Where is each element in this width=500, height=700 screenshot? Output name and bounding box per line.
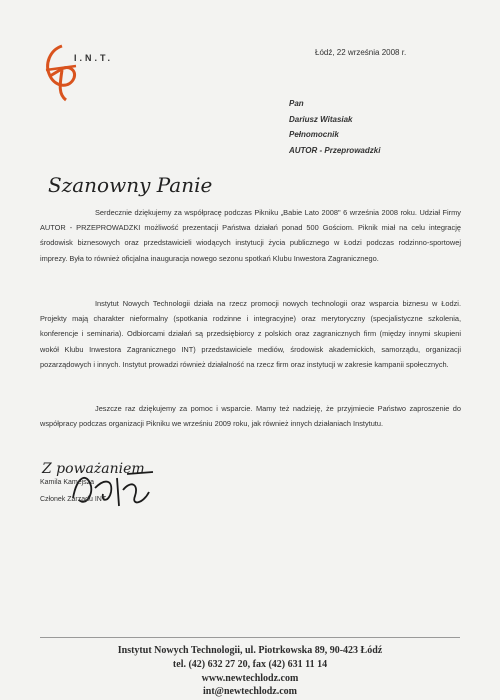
body-paragraph <box>40 205 461 266</box>
signature-icon <box>65 466 165 512</box>
int-logo-icon <box>40 40 120 102</box>
recipient-line: AUTOR - Przeprowadzki <box>289 145 381 155</box>
footer-phone: tel. (42) 632 27 20, fax (42) 631 11 14 <box>172 659 328 670</box>
footer-email: int@newtechlodz.com <box>202 686 297 697</box>
recipient-block <box>289 96 380 158</box>
logo-text: I.N.T. <box>74 53 114 63</box>
footer-address: Instytut Nowych Technologii, ul. Piotrkowska 89, 90-423 Łódź <box>117 645 383 656</box>
paragraph-text: Serdecznie dziękujemy za współpracę podczas Pikniku „Babie Lato 2008" 6 września 2008 roku. Udział Firmy AUTOR - PRZEPROWADZKI możliwość prezentacji Państwa działań ponad 500 Gościom. Piknik miał na celu integrację środowisk biznesowych oraz przedstawicieli wiodących instytucji życia publicznego w Łodzi podczas rodzinno-sportowej imprezy. Była to również oficjalna inauguracja nowego sezonu spotkań Klubu Inwestora Zagranicznego. <box>40 208 461 263</box>
salutation-text: Szanowny Panie <box>48 173 213 197</box>
footer-divider <box>40 637 460 638</box>
recipient-line: Pełnomocnik <box>289 130 339 139</box>
paragraph-text: Instytut Nowych Technologii działa na rzecz promocji nowych technologii oraz wsparcia biznesu w Łodzi. Projekty mają charakter nieformalny (spotkania rodzinne i integracyjne) oraz merytoryczny (specjalistyczne szkolenia, konferencje i seminaria). Odbiorcami działań są przedsiębiorcy z polskich oraz zagranicznych firm (między innymi skupieni wokół Klubu Inwestora Zagranicznego INT) przedstawiciele mediów, środowisk akademickich, samorządu, organizacji pozarządowych i innych. Instytut prowadzi również działalność na rzecz firm oraz instytucji w zakresie kampanii społecznych. <box>40 299 461 369</box>
recipient-line: Pan <box>289 99 304 108</box>
signatory-name: Kamila Kamejsza <box>40 479 95 486</box>
closing-text: Z poważaniem <box>42 461 145 477</box>
signatory-title: Członek Zarządu INT <box>40 496 107 503</box>
footer-website: www.newtechlodz.com <box>201 673 299 684</box>
letter-date: Łódź, 22 września 2008 r. <box>315 48 407 57</box>
int-logo <box>40 40 120 102</box>
paragraph-text: Jeszcze raz dziękujemy za pomoc i wsparcie. Mamy też nadzieję, że przyjmiecie Państwo zaproszenie do współpracy podczas organizacji Pikniku we wrześniu 2009 roku, jak również innych działaniach Instytutu. <box>40 404 461 429</box>
recipient-line: Dariusz Witasiak <box>289 114 353 124</box>
body-paragraph <box>40 296 461 372</box>
body-paragraph <box>40 401 461 431</box>
salutation-handwriting <box>46 168 246 202</box>
